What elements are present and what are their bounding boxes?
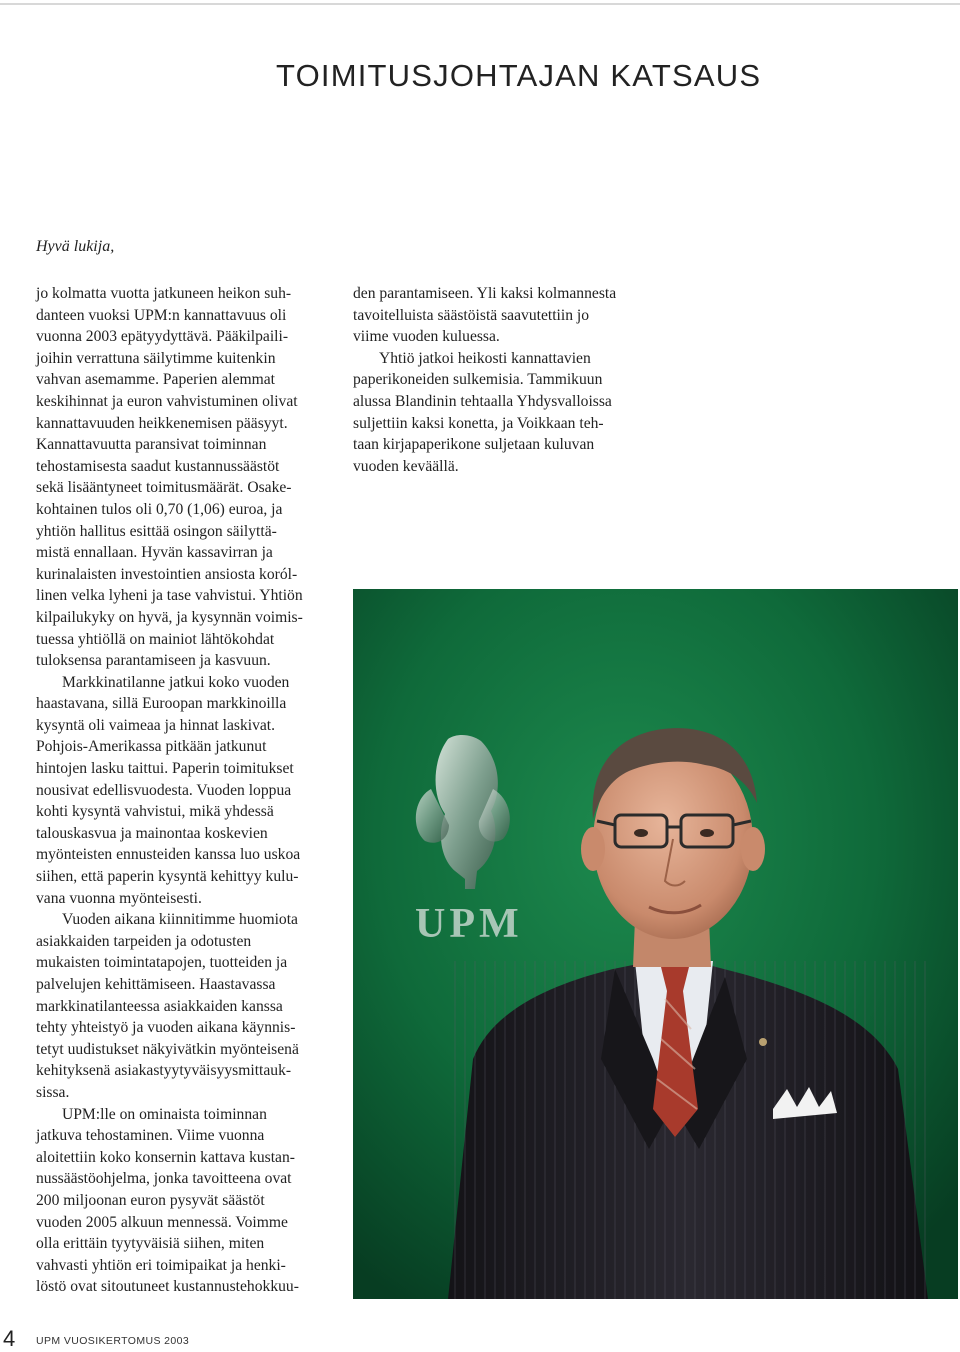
text-line: kehityksenä asiakastyytyväisyysmittauk- (36, 1062, 292, 1080)
ceo-portrait-photo (353, 589, 958, 1299)
text-line: sekä lisääntyneet toimitusmäärät. Osake- (36, 479, 292, 497)
text-line: 200 miljoonan euron pysyvät säästöt (36, 1191, 265, 1209)
text-line: Vuoden aikana kiinnitimme huomiota (62, 911, 298, 929)
text-line: vahvasti yhtiön eri toimipaikat ja henki- (36, 1256, 286, 1274)
text-line: palvelujen kehittämiseen. Haastavassa (36, 976, 276, 993)
text-line: den parantamiseen. Yli kaksi kolmannesta (353, 285, 617, 302)
text-line: vuoden keväällä. (353, 457, 459, 475)
text-line: mukaisten toimintatapojen, tuotteiden ja (36, 954, 288, 972)
article-column-right (353, 283, 653, 477)
article-column-left (36, 283, 336, 1298)
page-number: 4 (3, 1326, 16, 1351)
text-line: kurinalaisten investointien ansiosta koról- (36, 565, 298, 583)
text-line: myönteisten ennusteiden kanssa luo uskoa (36, 846, 301, 864)
text-line: mistä ennallaan. Hyvän kassavirran ja (36, 544, 273, 562)
text-line: nussäästöohjelma, jonka tavoitteena ovat (36, 1170, 292, 1188)
text-line: aloitettiin koko konsernin kattava kustan- (36, 1148, 295, 1166)
text-line: nousivat edellisvuodesta. Vuoden loppua (36, 781, 292, 799)
text-line: asiakkaiden tarpeiden ja odotusten (36, 932, 252, 950)
text-line: olla erittäin tyytyväisiä siihen, miten (36, 1235, 265, 1253)
text-line: danteen vuoksi UPM:n kannattavuus oli (36, 306, 287, 324)
text-line: taan kirjapaperikone suljetaan kuluvan (353, 436, 595, 454)
text-line: Yhtiö jatkoi heikosti kannattavien (379, 349, 591, 367)
text-line: paperikoneiden sulkemisia. Tammikuun (353, 371, 603, 389)
text-line: Kannattavuutta paransivat toiminnan (36, 436, 267, 454)
text-line: UPM:lle on ominaista toiminnan (62, 1105, 267, 1123)
publication-name: UPM VUOSIKERTOMUS 2003 (36, 1335, 190, 1347)
text-line: yhtiön hallitus esittää osingon säilyttä- (36, 522, 277, 540)
text-line: hintojen lasku taittui. Paperin toimitukset (36, 760, 294, 778)
text-line: löstö ovat sitoutuneet kustannustehokkuu- (36, 1278, 299, 1296)
text-line: vuoden 2005 alkuun mennessä. Voimme (36, 1213, 288, 1231)
text-line: haastavana, sillä Euroopan markkinoilla (36, 695, 287, 713)
text-line: keskihinnat ja euron vahvistuminen olivat (36, 392, 298, 410)
text-line: Markkinatilanne jatkui koko vuoden (62, 673, 290, 691)
wall-logo-text: UPM (415, 901, 523, 947)
text-line: linen velka lyheni ja tase vahvistui. Yhtiön (36, 587, 303, 605)
greeting: Hyvä lukija, (36, 238, 115, 255)
text-line: kysyntä oli vaimeaa ja hinnat laskivat. (36, 716, 276, 734)
text-line: talouskasvua ja mainontaa koskevien (36, 824, 268, 842)
text-line: markkinatilanteessa asiakkaiden kanssa (36, 997, 283, 1015)
text-line: kannattavuuden heikkenemisen pääsyyt. (36, 414, 288, 432)
text-line: vahvan asemamme. Paperien alemmat (36, 371, 276, 389)
text-line: tehty yhteistyö ja vuoden aikana käynnis- (36, 1019, 296, 1037)
text-line: vana vuonna myönteisesti. (36, 889, 202, 907)
text-line: tavoitelluista säästöistä saavutettiin jo (353, 306, 590, 324)
text-line: vuonna 2003 epätyydyttävä. Pääkilpaili- (36, 328, 289, 346)
text-line: tehostamisesta saadut kustannussäästöt (36, 457, 280, 475)
text-line: jatkuva tehostaminen. Viime vuonna (36, 1127, 265, 1145)
text-line: siihen, että paperin kysyntä kehittyy kulu- (36, 868, 299, 886)
text-line: tetyt uudistukset näkyivätkin myönteisenä (36, 1040, 299, 1058)
text-line: tuessa yhtiöllä on mainiot lähtökohdat (36, 630, 275, 648)
text-line: sissa. (36, 1083, 70, 1101)
text-line: kohti kysyntä vahvistui, mikä yhdessä (36, 803, 274, 821)
text-line: kilpailukyky on hyvä, ja kysynnän voimis- (36, 608, 303, 626)
text-line: jo kolmatta vuotta jatkuneen heikon suh- (36, 285, 292, 302)
text-line: tuloksensa parantamiseen ja kasvuun. (36, 652, 271, 670)
text-line: kohtainen tulos oli 0,70 (1,06) euroa, ja (36, 500, 283, 518)
page-title: TOIMITUSJOHTAJAN KATSAUS (276, 58, 762, 93)
text-line: joihin verrattuna säilytimme kuitenkin (36, 349, 276, 367)
text-line: Pohjois-Amerikassa pitkään jatkunut (36, 738, 267, 756)
text-line: viime vuoden kuluessa. (353, 328, 500, 346)
text-line: suljettiin kaksi konetta, ja Voikkaan teh- (353, 414, 604, 432)
text-line: alussa Blandinin tehtaalla Yhdysvalloissa (353, 392, 612, 410)
top-rule (0, 3, 960, 5)
